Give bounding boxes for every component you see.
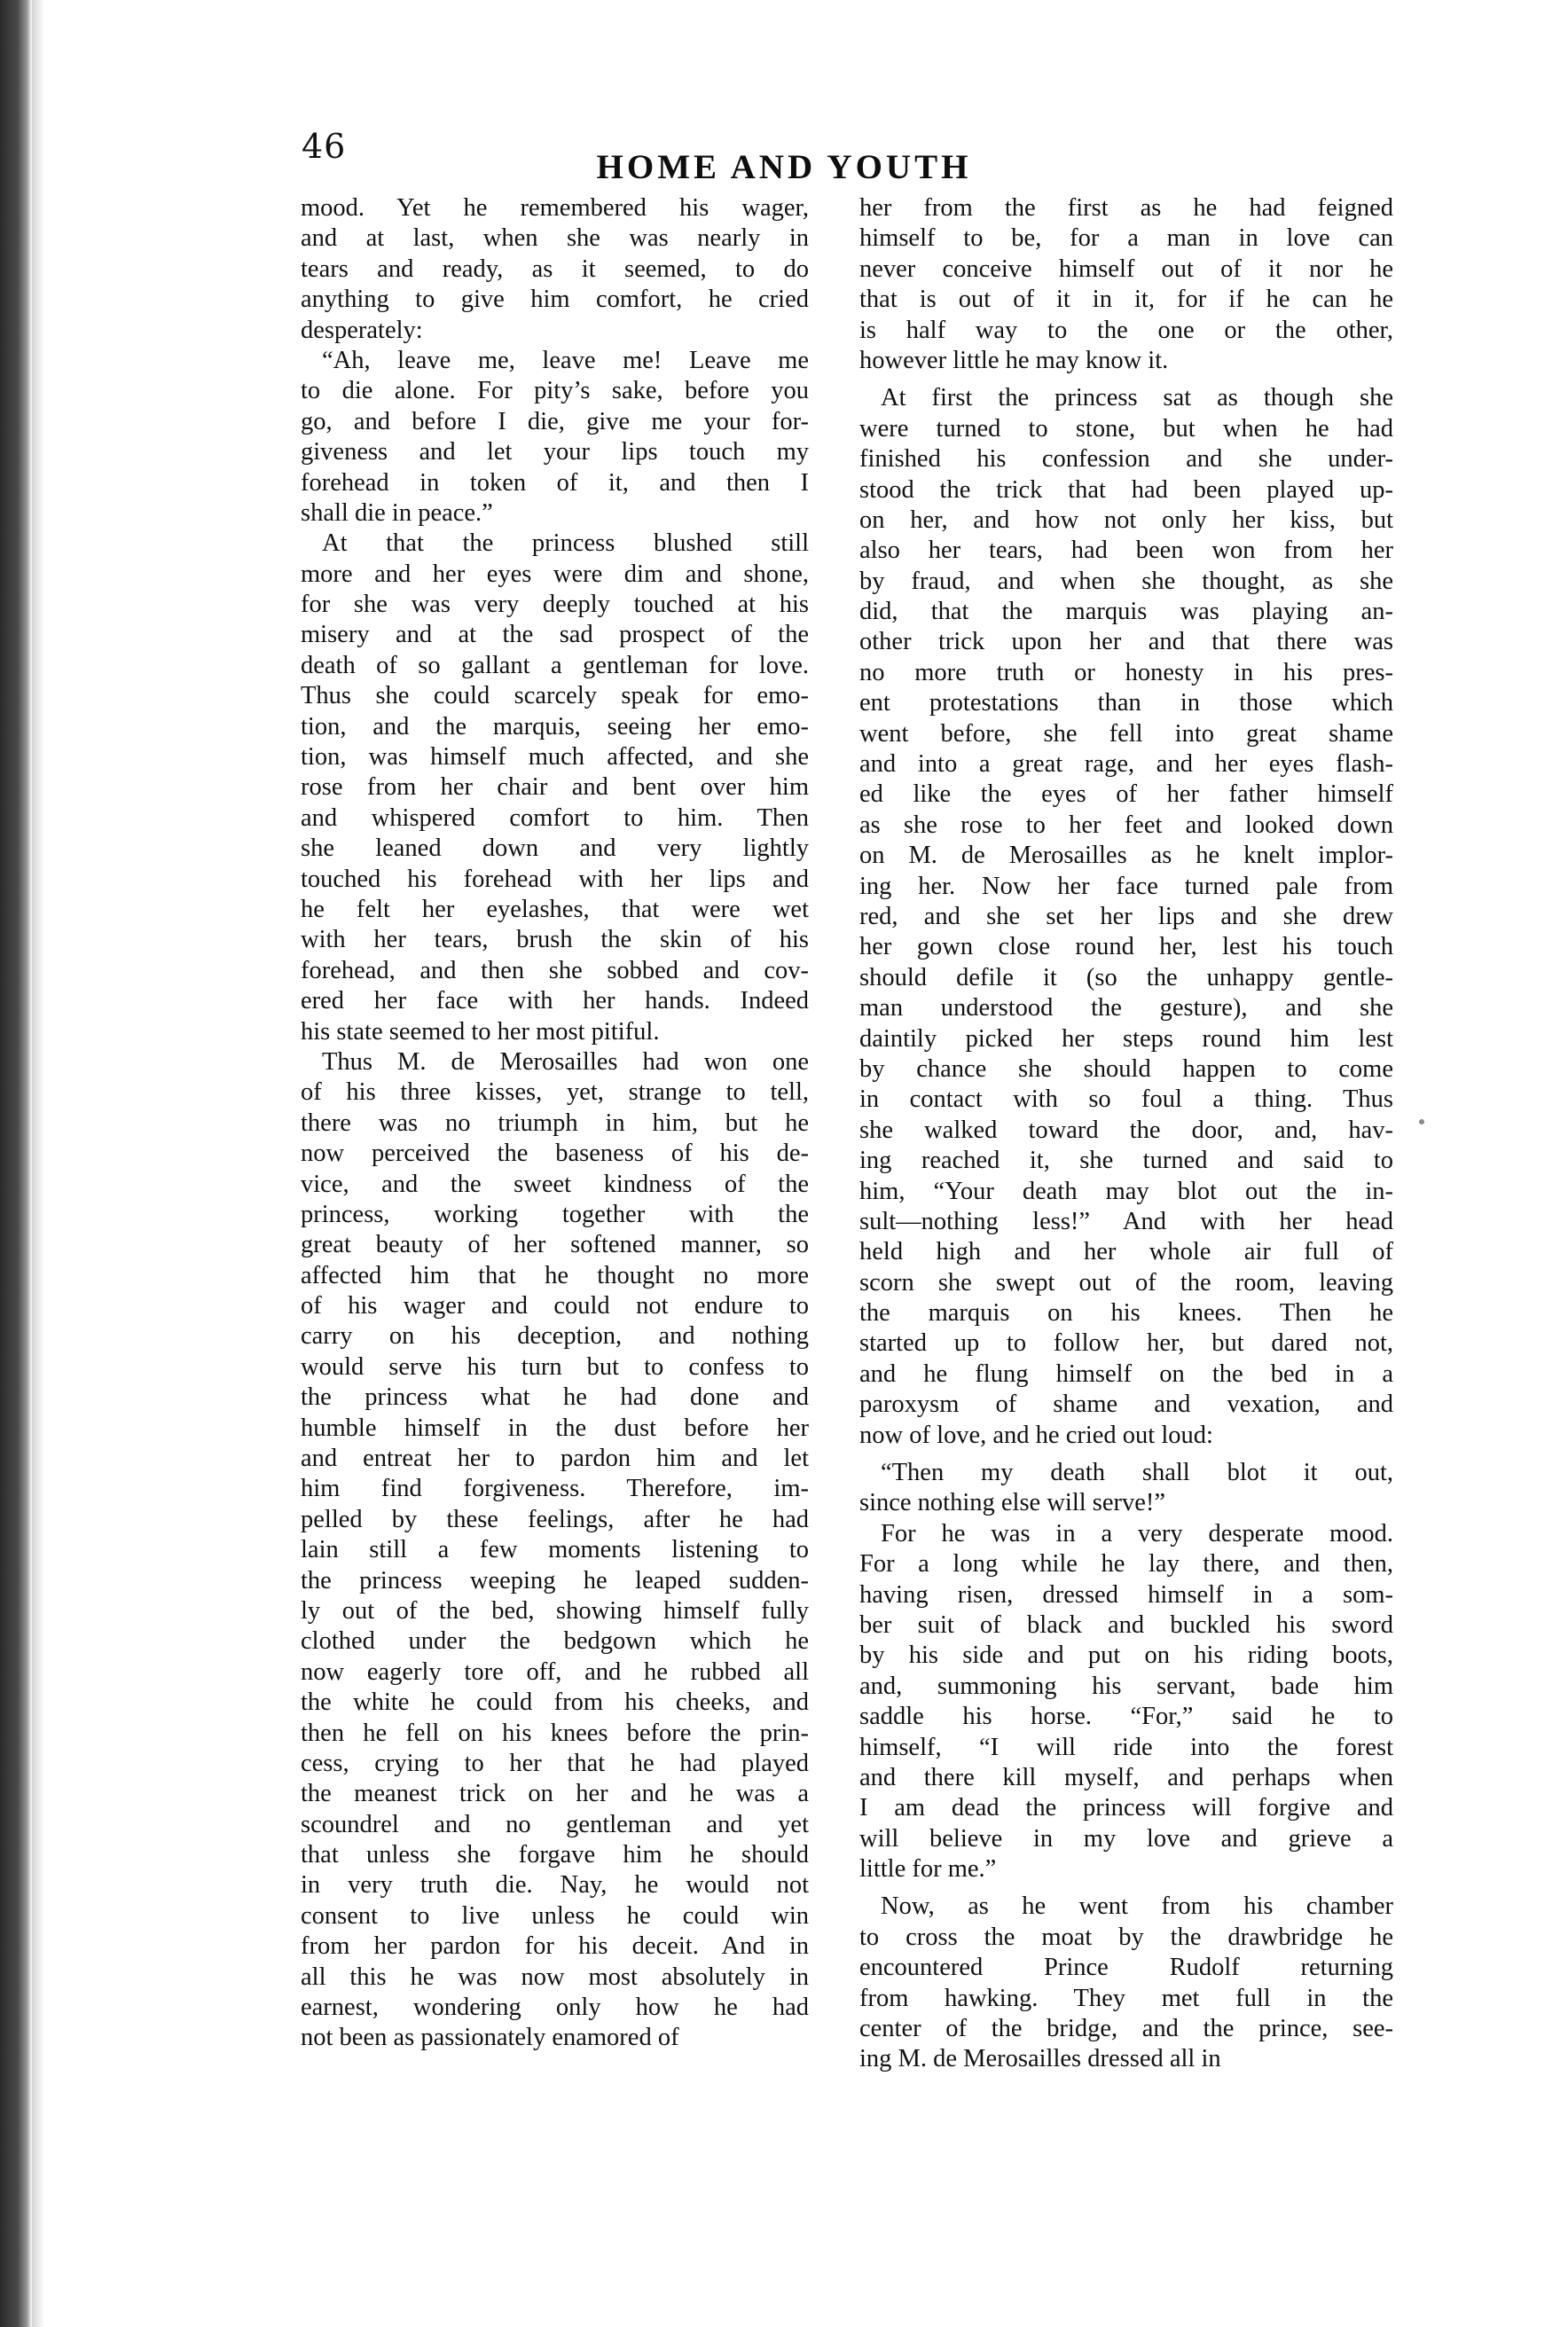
text-line: ly out of the bed, showing himself fully: [301, 1596, 809, 1625]
text-line: red, and she set her lips and she drew: [859, 902, 1393, 930]
text-line: Thus M. de Merosailles had won one: [322, 1047, 809, 1076]
text-line: no more truth or honesty in his pres-: [859, 658, 1393, 686]
text-line: himself to be, for a man in love can: [859, 224, 1393, 253]
text-line: having risen, dressed himself in a som-: [859, 1580, 1393, 1609]
text-line: paroxysm of shame and vexation, and: [859, 1391, 1393, 1419]
text-line: since nothing else will serve!”: [859, 1489, 1166, 1517]
text-line: to die alone. For pity’s sake, before you: [301, 377, 809, 405]
text-line: I am dead the princess will forgive and: [859, 1794, 1393, 1822]
text-line: the princess weeping he leaped sudden-: [301, 1566, 809, 1594]
text-line: will believe in my love and grieve a: [859, 1824, 1393, 1853]
text-line: is half way to the one or the other,: [859, 316, 1393, 344]
text-line: ered her face with her hands. Indeed: [301, 987, 809, 1015]
text-line: for she was very deeply touched at his: [301, 591, 809, 619]
text-line: and there kill myself, and perhaps when: [859, 1763, 1393, 1791]
text-line: would serve his turn but to confess to: [301, 1352, 809, 1381]
text-line: and at last, when she was nearly in: [301, 224, 809, 253]
text-line: At first the princess sat as though she: [881, 384, 1393, 412]
text-line: man understood the gesture), and she: [859, 994, 1393, 1022]
binding-shadow: [0, 0, 32, 2327]
text-line: Now, as he went from his chamber: [881, 1892, 1393, 1921]
text-line: death of so gallant a gentleman for love.: [301, 651, 809, 679]
text-line: he felt her eyelashes, that were wet: [301, 895, 809, 923]
text-line: from hawking. They met full in the: [859, 1984, 1393, 2012]
text-line: never conceive himself out of it nor he: [859, 255, 1393, 283]
text-line: ing her. Now her face turned pale from: [859, 872, 1393, 900]
scan-speck: [1419, 1119, 1424, 1124]
text-line: clothed under the bedgown which he: [301, 1627, 809, 1656]
text-line: that unless she forgave him he should: [301, 1841, 809, 1869]
text-line: For he was in a very desperate mood.: [881, 1519, 1393, 1547]
text-line: his state seemed to her most pitiful.: [301, 1017, 660, 1046]
left-column: [301, 193, 809, 2054]
text-line: by chance she should happen to come: [859, 1054, 1393, 1083]
text-line: however little he may know it.: [859, 346, 1169, 374]
text-line: her gown close round her, lest his touch: [859, 933, 1393, 961]
text-line: little for me.”: [859, 1855, 997, 1884]
text-line: ing reached it, she turned and said to: [859, 1147, 1393, 1175]
text-line: forehead, and then she sobbed and cov-: [301, 956, 809, 984]
text-line: she walked toward the door, and, hav-: [859, 1116, 1393, 1144]
text-line: in very truth die. Nay, he would not: [301, 1871, 809, 1900]
text-line: “Ah, leave me, leave me! Leave me: [322, 346, 809, 374]
text-line: her from the first as he had feigned: [859, 194, 1393, 222]
text-line: lain still a few moments listening to: [301, 1536, 809, 1564]
text-line: from her pardon for his deceit. And in: [301, 1932, 809, 1961]
text-line: cess, crying to her that he had played: [301, 1749, 809, 1777]
text-line: him, “Your death may blot out the in-: [859, 1177, 1393, 1205]
text-line: the meanest trick on her and he was a: [301, 1780, 809, 1808]
text-line: go, and before I die, give me your for-: [301, 407, 809, 435]
text-line: great beauty of her softened manner, so: [301, 1231, 809, 1259]
text-line: by his side and put on his riding boots,: [859, 1641, 1393, 1670]
text-line: anything to give him comfort, he cried: [301, 286, 809, 314]
text-line: and into a great rage, and her eyes flash-: [859, 750, 1393, 779]
text-line: earnest, wondering only how he had: [301, 1994, 809, 2022]
text-line: should defile it (so the unhappy gentle-: [859, 963, 1393, 991]
text-line: by fraud, and when she thought, as she: [859, 567, 1393, 595]
text-line: she leaned down and very lightly: [301, 834, 809, 863]
text-line: then he fell on his knees before the prin-: [301, 1719, 809, 1747]
text-line: vice, and the sweet kindness of the: [301, 1170, 809, 1198]
text-line: the white he could from his cheeks, and: [301, 1688, 809, 1717]
text-line: went before, she fell into great shame: [859, 719, 1393, 748]
running-title: HOME AND YOUTH: [596, 148, 972, 186]
text-line: and, summoning his servant, bade him: [859, 1672, 1393, 1700]
text-line: consent to live unless he could win: [301, 1901, 809, 1930]
text-line: as she rose to her feet and looked down: [859, 811, 1393, 839]
text-line: sult—nothing less!” And with her head: [859, 1207, 1393, 1235]
text-line: “Then my death shall blot it out,: [881, 1459, 1393, 1487]
text-line: tion, was himself much affected, and she: [301, 743, 809, 772]
text-line: mood. Yet he remembered his wager,: [301, 194, 809, 222]
text-line: now perceived the baseness of his de-: [301, 1140, 809, 1168]
text-line: center of the bridge, and the prince, see-: [859, 2015, 1393, 2043]
text-line: ed like the eyes of her father himself: [859, 780, 1393, 809]
text-line: of his wager and could not endure to: [301, 1292, 809, 1320]
text-line: ing M. de Merosailles dressed all in: [859, 2045, 1221, 2073]
text-line: of his three kisses, yet, strange to tell,: [301, 1078, 809, 1107]
text-line: stood the trick that had been played up-: [859, 475, 1393, 504]
text-line: did, that the marquis was playing an-: [859, 598, 1393, 626]
text-line: scoundrel and no gentleman and yet: [301, 1810, 809, 1838]
text-line: giveness and let your lips touch my: [301, 438, 809, 466]
text-line: Thus she could scarcely speak for emo-: [301, 682, 809, 710]
text-line: tion, and the marquis, seeing her emo-: [301, 712, 809, 740]
text-line: saddle his horse. “For,” said he to: [859, 1703, 1393, 1731]
text-line: all this he was now most absolutely in: [301, 1963, 809, 1991]
page-number: 46: [302, 127, 347, 166]
text-line: shall die in peace.”: [301, 498, 493, 527]
text-line: himself, “I will ride into the forest: [859, 1733, 1393, 1761]
text-line: desperately:: [301, 316, 423, 344]
text-line: also her tears, had been won from her: [859, 537, 1393, 565]
text-line: the marquis on his knees. Then he: [859, 1299, 1393, 1328]
text-line: For a long while he lay there, and then,: [859, 1550, 1393, 1579]
text-line: not been as passionately enamored of: [301, 2024, 679, 2052]
text-line: ber suit of black and buckled his sword: [859, 1610, 1393, 1639]
text-line: misery and at the sad prospect of the: [301, 621, 809, 649]
text-line: rose from her chair and bent over him: [301, 773, 809, 802]
text-line: and whispered comfort to him. Then: [301, 803, 809, 832]
text-line: affected him that he thought no more: [301, 1261, 809, 1289]
text-line: and entreat her to pardon him and let: [301, 1445, 809, 1473]
text-line: that is out of it in it, for if he can he: [859, 286, 1393, 314]
text-line: pelled by these feelings, after he had: [301, 1505, 809, 1533]
text-line: more and her eyes were dim and shone,: [301, 560, 809, 588]
text-line: on her, and how not only her kiss, but: [859, 505, 1393, 534]
text-line: with her tears, brush the skin of his: [301, 926, 809, 954]
text-line: finished his confession and she under-: [859, 445, 1393, 474]
text-line: scorn she swept out of the room, leaving: [859, 1268, 1393, 1297]
text-line: started up to follow her, but dared not,: [859, 1329, 1393, 1358]
text-line: daintily picked her steps round him lest: [859, 1024, 1393, 1053]
text-line: on M. de Merosailles as he knelt implor-: [859, 842, 1393, 870]
text-line: and he flung himself on the bed in a: [859, 1359, 1393, 1388]
text-line: him find forgiveness. Therefore, im-: [301, 1475, 809, 1503]
text-line: tears and ready, as it seemed, to do: [301, 255, 809, 283]
page-edge: [32, 0, 44, 2327]
text-line: carry on his deception, and nothing: [301, 1322, 809, 1351]
text-line: At that the princess blushed still: [322, 529, 809, 558]
text-line: encountered Prince Rudolf returning: [859, 1954, 1393, 1982]
text-line: touched his forehead with her lips and: [301, 865, 809, 893]
text-line: now eagerly tore off, and he rubbed all: [301, 1657, 809, 1686]
text-line: to cross the moat by the drawbridge he: [859, 1923, 1393, 1951]
text-line: humble himself in the dust before her: [301, 1414, 809, 1442]
text-line: other trick upon her and that there was: [859, 628, 1393, 656]
text-line: ent protestations than in those which: [859, 689, 1393, 717]
text-line: in contact with so foul a thing. Thus: [859, 1085, 1393, 1114]
text-line: now of love, and he cried out loud:: [859, 1421, 1213, 1449]
text-line: the princess what he had done and: [301, 1383, 809, 1412]
right-column: [859, 193, 1393, 2075]
text-line: were turned to stone, but when he had: [859, 414, 1393, 443]
text-line: held high and her whole air full of: [859, 1238, 1393, 1266]
text-line: princess, working together with the: [301, 1200, 809, 1228]
text-line: there was no triumph in him, but he: [301, 1109, 809, 1137]
text-line: forehead in token of it, and then I: [301, 468, 809, 497]
